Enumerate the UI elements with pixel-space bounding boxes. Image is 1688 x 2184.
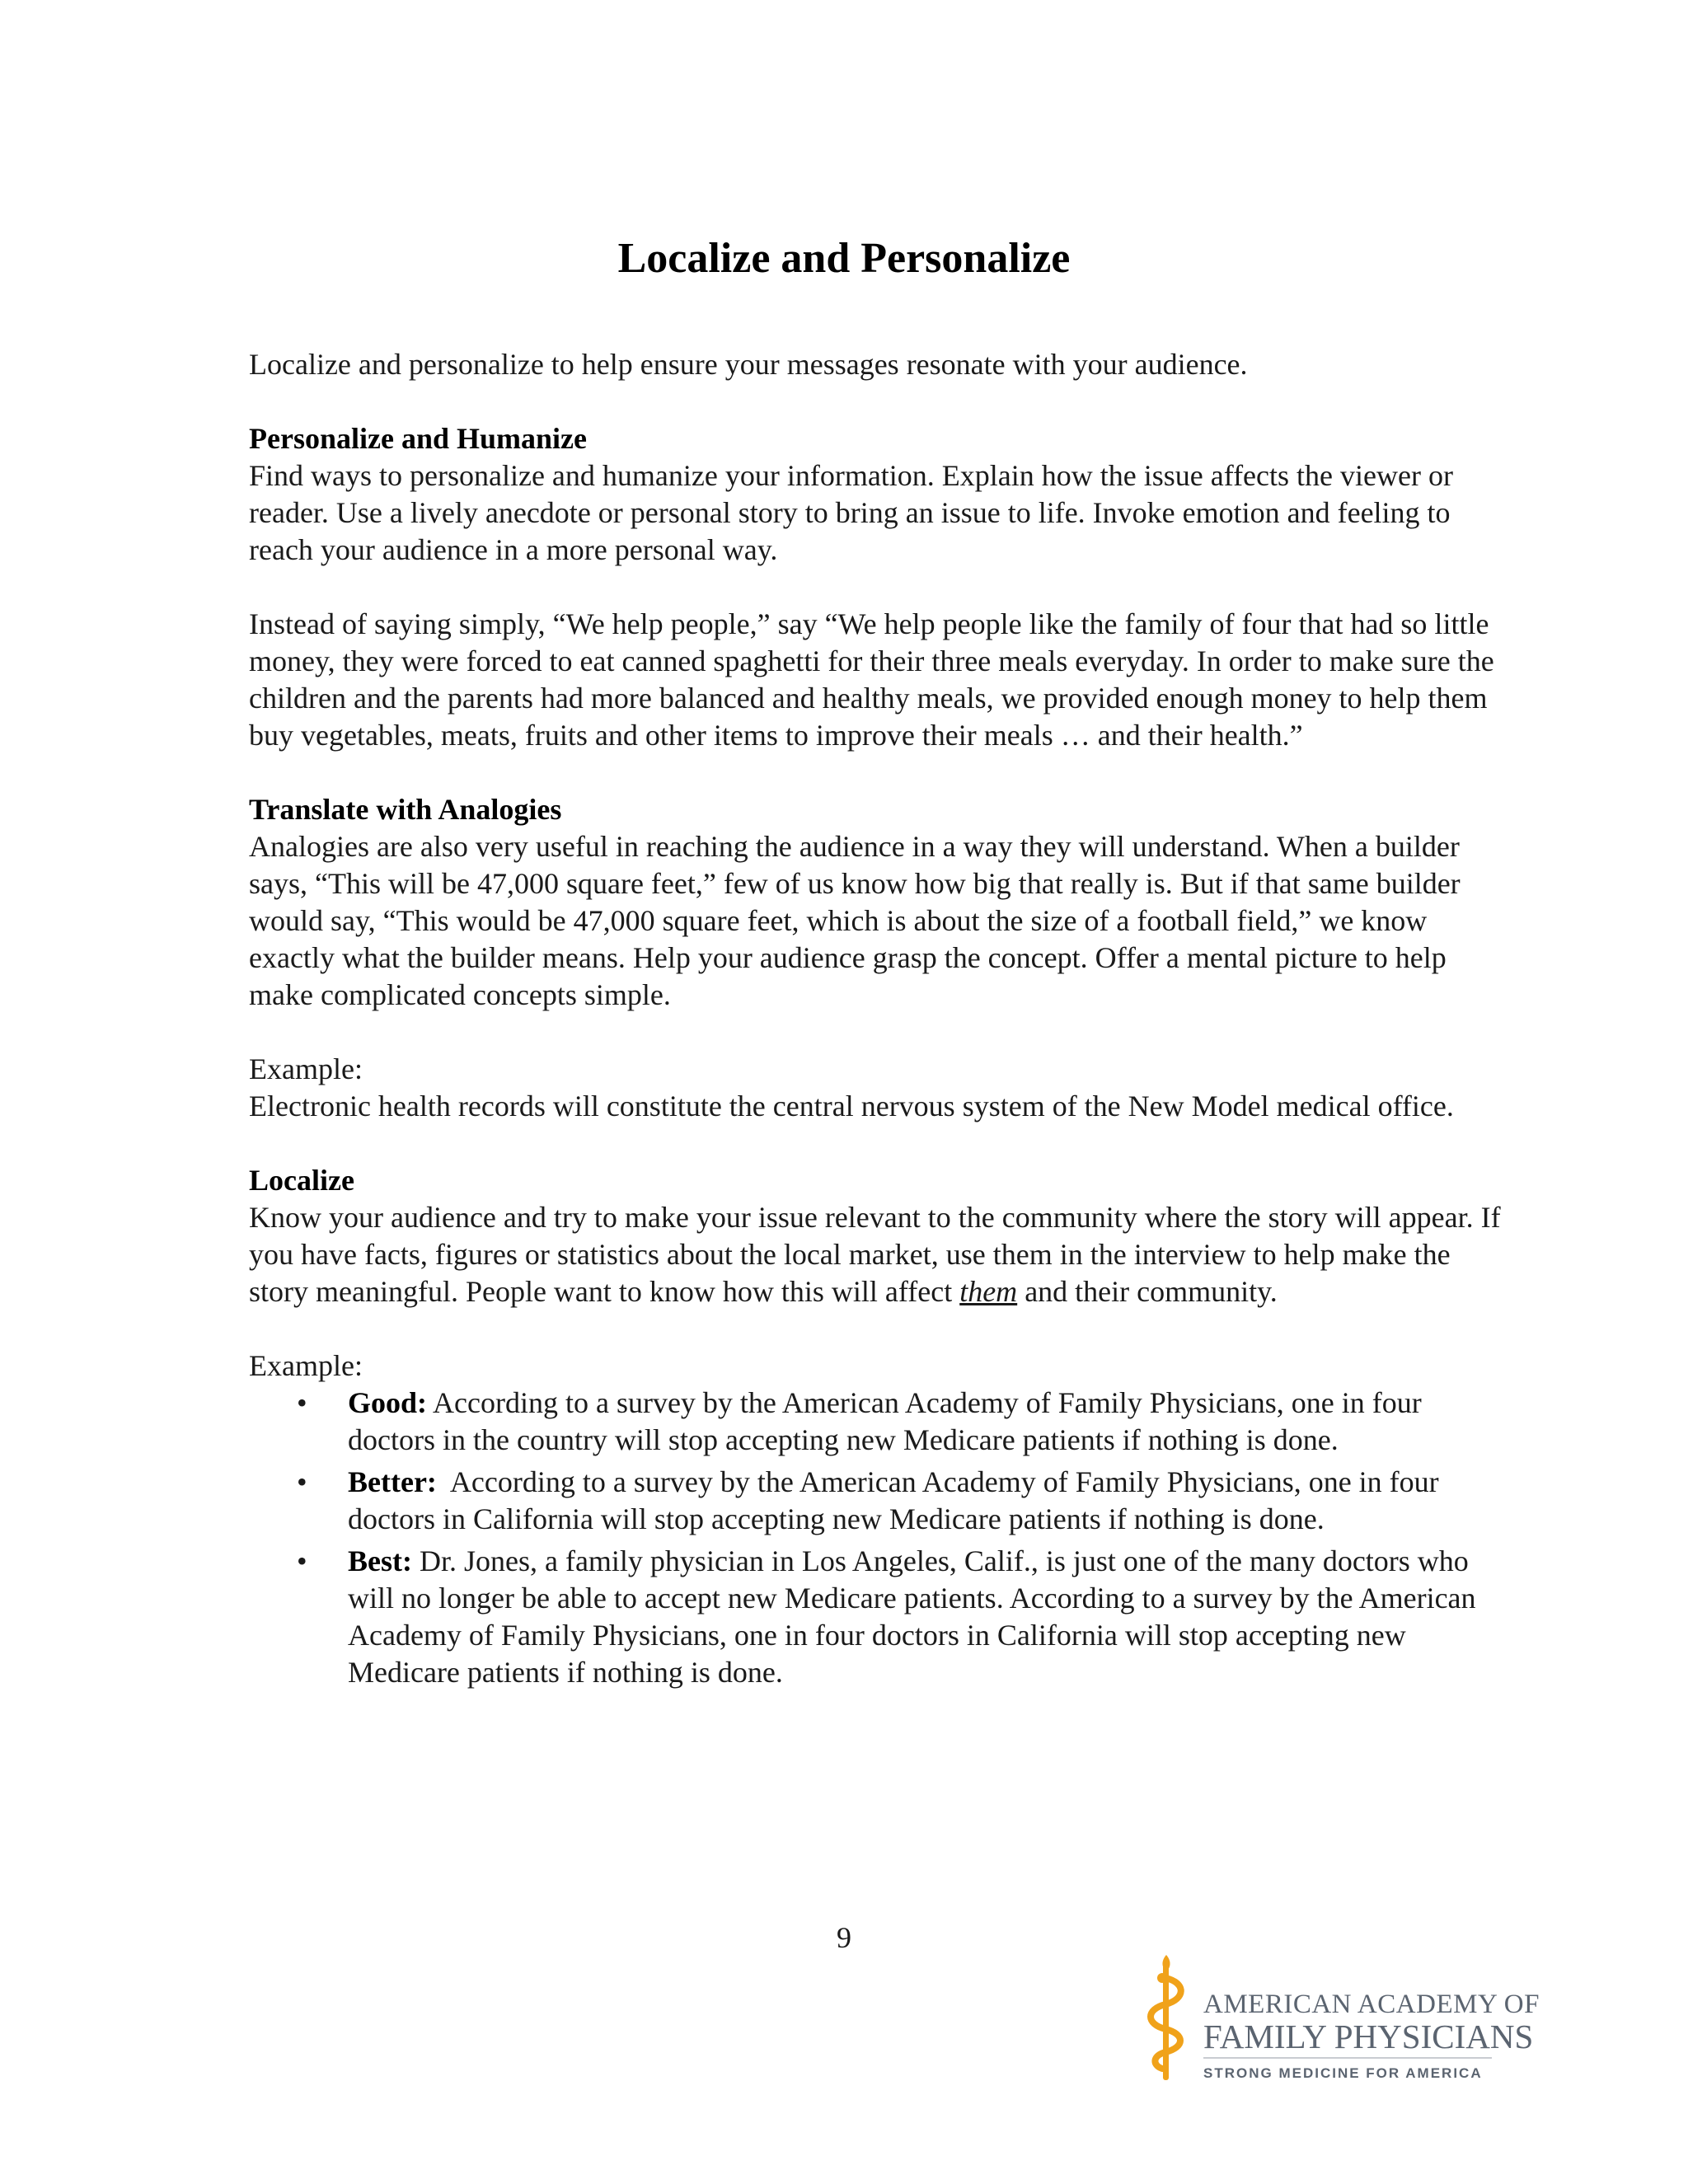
analogies-example-text: Electronic health records will constitute the central nervous system of the New Model medical office. (249, 1090, 1454, 1122)
document-body (249, 346, 1502, 1696)
localize-text-after: and their community. (1017, 1275, 1278, 1308)
analogies-paragraph-1: Analogies are also very useful in reaching the audience in a way they will understand. When a builder says, “This will be 47,000 square feet,” few of us know how big that really is. But if that same builder would say, “This would be 47,000 square feet, which is about the size of a football field,” we know exactly what the builder means. Help your audience grasp the concept. Offer a mental picture to help make complicated concepts simple. (249, 830, 1461, 1011)
localize-example-label: Example: (249, 1349, 363, 1382)
list-item (297, 1543, 1502, 1691)
example-text-good: According to a survey by the American Academy of Family Physicians, one in four doctors in the country will stop accepting new Medicare patients if nothing is done. (348, 1386, 1422, 1456)
list-item (297, 1385, 1502, 1459)
localize-text-before: Know your audience and try to make your issue relevant to the community where the story will appear. If you have facts, figures or statistics about the local market, use them in the interview to help make the story meaningful. People want to know how this will affect (249, 1201, 1501, 1308)
page-number: 9 (837, 1921, 851, 1954)
page-title: Localize and Personalize (617, 235, 1071, 282)
aafp-logo (1137, 1953, 1540, 2085)
section-heading-localize: Localize (249, 1164, 354, 1197)
staff-of-asclepius-icon (1137, 1953, 1195, 2085)
example-text-better: According to a survey by the American Academy of Family Physicians, one in four doctors in California will stop accepting new Medicare patients if nothing is done. (348, 1465, 1447, 1535)
logo-line-1: AMERICAN ACADEMY OF (1203, 1990, 1540, 2019)
intro-paragraph: Localize and personalize to help ensure your messages resonate with your audience. (249, 348, 1248, 381)
bullet-icon: • (297, 1544, 307, 1577)
bullet-icon: • (297, 1465, 307, 1498)
example-label-better: Better: (348, 1465, 437, 1498)
logo-tagline: STRONG MEDICINE FOR AMERICA (1203, 2065, 1483, 2081)
logo-text (1203, 1990, 1540, 2082)
logo-line-2: FAMILY PHYSICIANS (1203, 2018, 1534, 2055)
logo-divider (1203, 2057, 1492, 2059)
examples-list (249, 1385, 1502, 1691)
analogies-example-label: Example: (249, 1052, 363, 1085)
section-heading-personalize: Personalize and Humanize (249, 422, 587, 455)
localize-paragraph-1 (249, 1199, 1502, 1310)
personalize-paragraph-1: Find ways to personalize and humanize your information. Explain how the issue affects the viewer or reader. Use a lively anecdote or personal story to bring an issue to life. Invoke emotion and feeling to reach your audience in a more personal way. (249, 459, 1453, 566)
section-heading-analogies: Translate with Analogies (249, 793, 562, 826)
example-label-good: Good: (348, 1386, 428, 1419)
list-item (297, 1464, 1502, 1538)
example-label-best: Best: (348, 1544, 412, 1577)
localize-emphasis: them (959, 1275, 1018, 1308)
example-text-best: Dr. Jones, a family physician in Los Angeles, Calif., is just one of the many doctors who will no longer be able to accept new Medicare patients. According to a survey by the American Academy of Family Physicians, one in four doctors in California will stop accepting new Medicare patients if nothing is done. (348, 1544, 1476, 1689)
bullet-icon: • (297, 1386, 307, 1419)
personalize-paragraph-2: Instead of saying simply, “We help people,” say “We help people like the family of four that had so little money, they were forced to eat canned spaghetti for their three meals everyday. In order to make sure the children and the parents had more balanced and healthy meals, we provided enough money to help them buy vegetables, meats, fruits and other items to improve their meals … and their health.” (249, 607, 1494, 752)
